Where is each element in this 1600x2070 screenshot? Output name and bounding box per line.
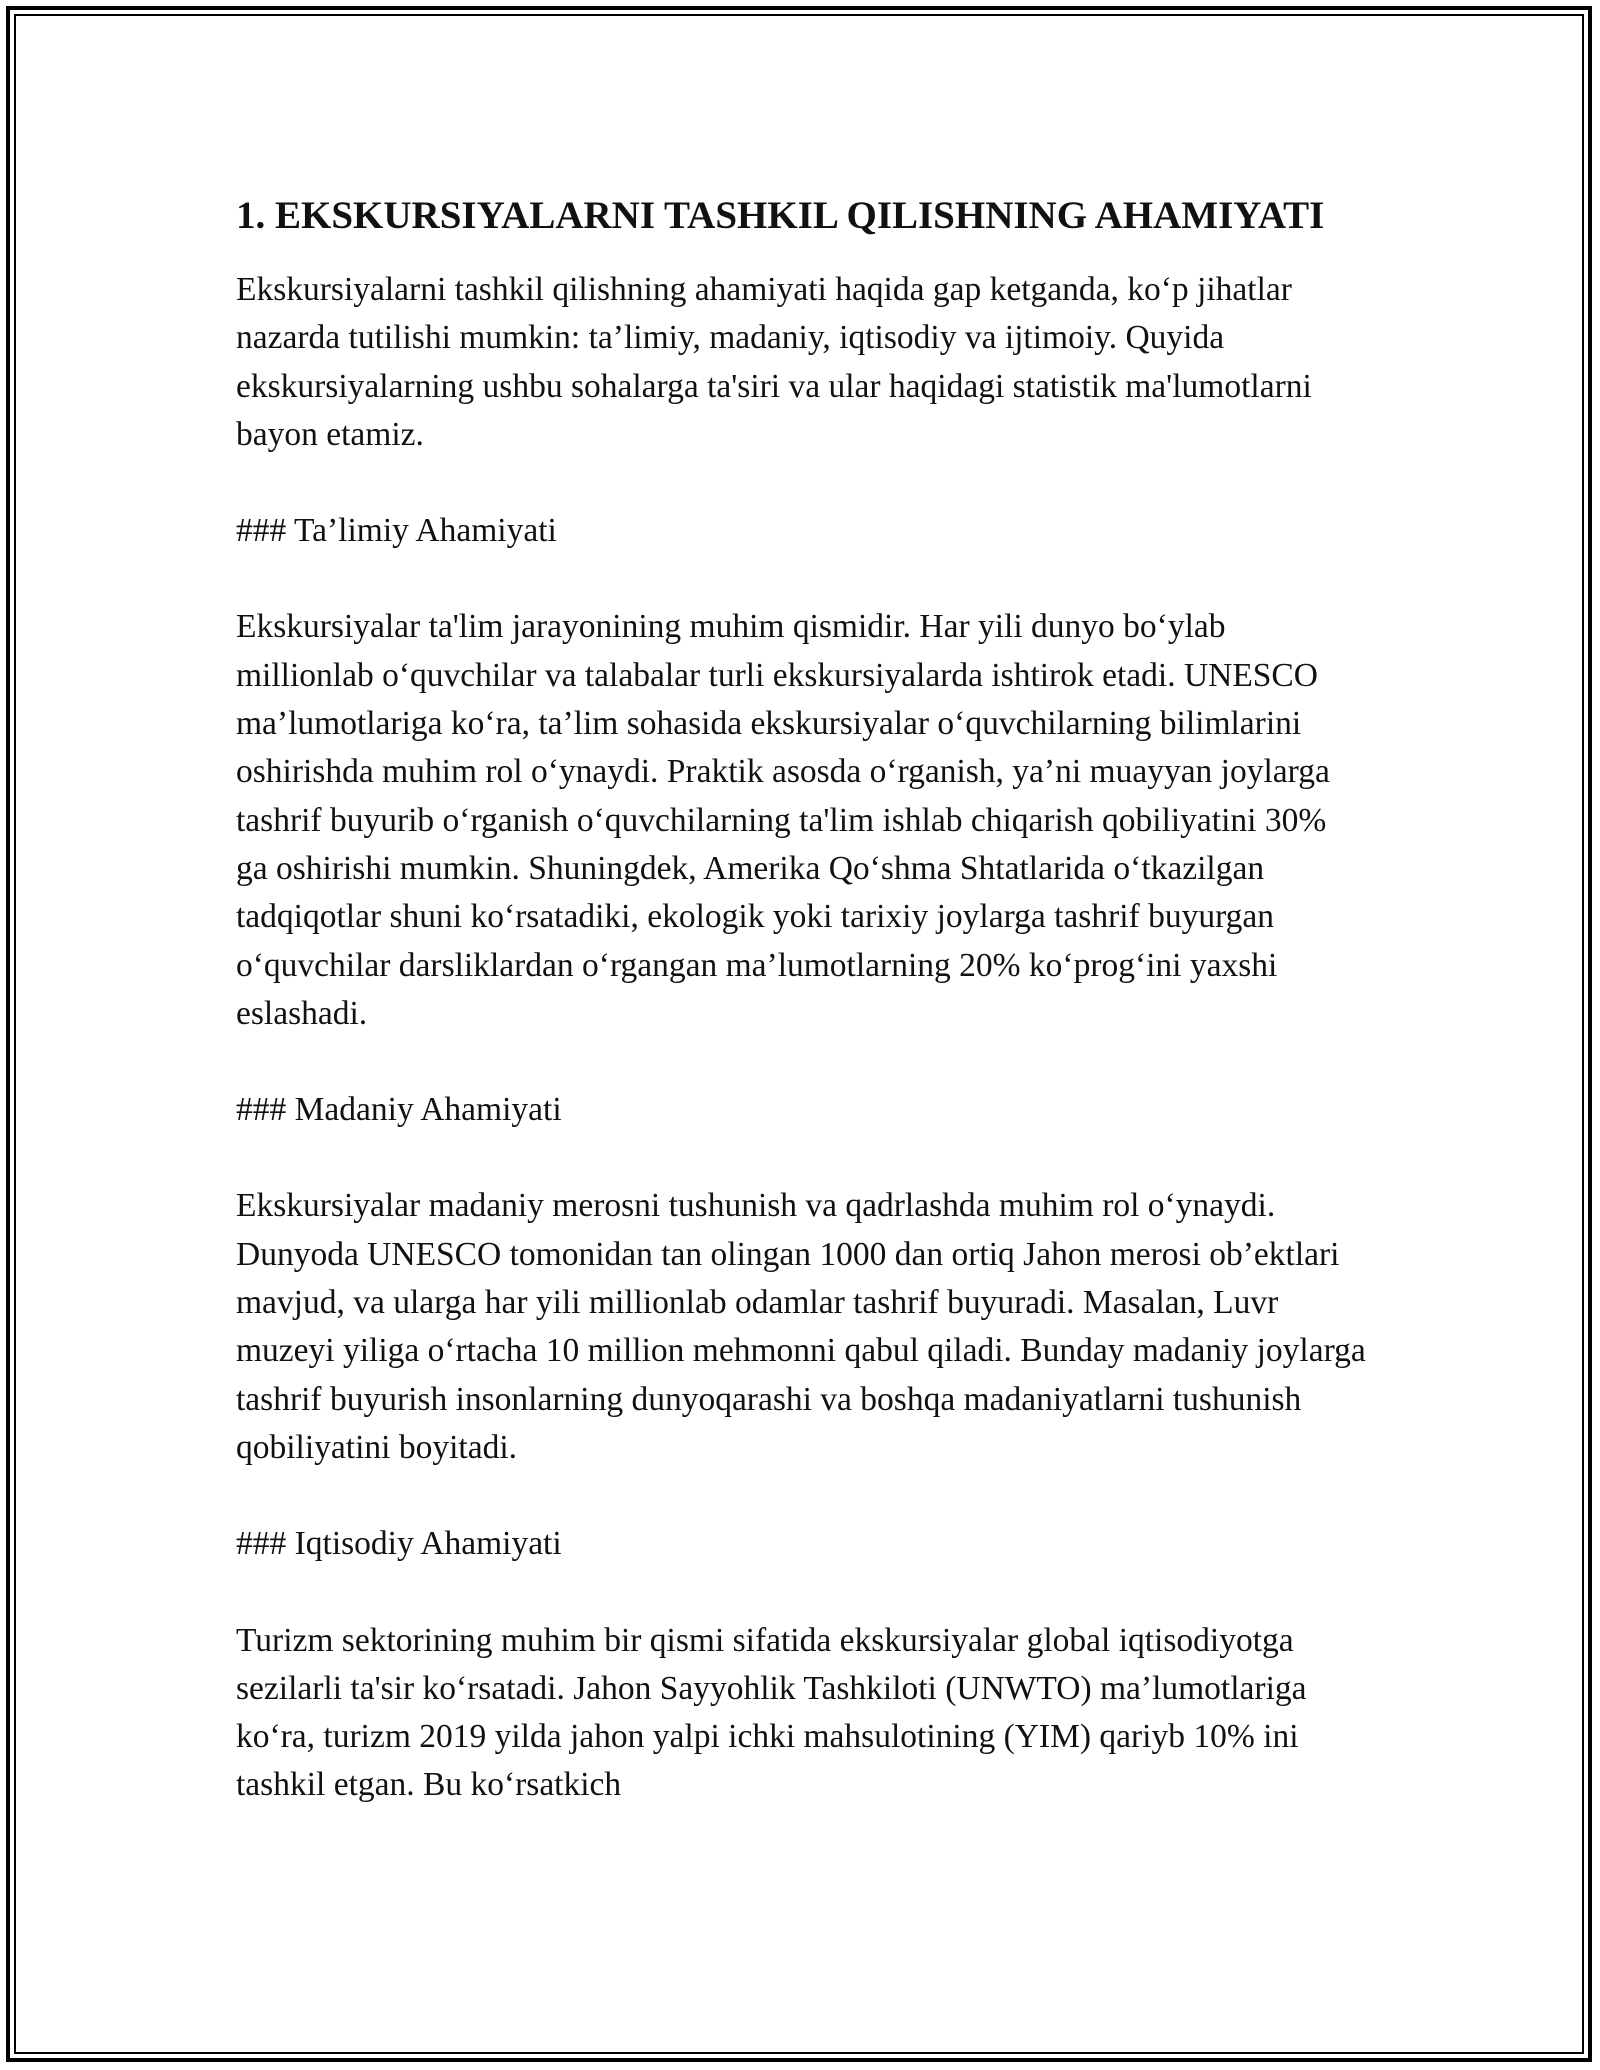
intro-paragraph: Ekskursiyalarni tashkil qilishning ahamiyati haqida gap ketganda, koʻp jihatlar nazarda tutilishi mumkin: ta’limiy, madaniy, iqtisodiy va ijtimoiy. Quyida ekskursiyalarning ushbu sohalarga ta'siri va ular haqidagi statistik ma'lumotlarni bayon etamiz.	[236, 271, 1312, 453]
section-paragraph-madaniy: Ekskursiyalar madaniy merosni tushunish va qadrlashda muhim rol oʻynaydi. Dunyoda UNESCO tomonidan tan olingan 1000 dan ortiq Jahon merosi ob’ektlari mavjud, va ularga har yili millionlab odamlar tashrif buyuradi. Masalan, Luvr muzeyi yiliga oʻrtacha 10 million mehmonni qabul qiladi. Bunday madaniy joylarga tashrif buyurish insonlarning dunyoqarashi va boshqa madaniyatlarni tushunish qobiliyatini boyitadi.	[236, 1187, 1366, 1466]
document-body	[236, 188, 1366, 1858]
section-heading-talimiy: ### Ta’limiy Ahamiyati	[236, 512, 557, 550]
page-title: 1. EKSKURSIYALARNI TASHKIL QILISHNING AHAMIYATI	[236, 194, 1325, 237]
section-heading-madaniy: ### Madaniy Ahamiyati	[236, 1091, 562, 1129]
section-heading-iqtisodiy: ### Iqtisodiy Ahamiyati	[236, 1525, 562, 1563]
section-paragraph-iqtisodiy: Turizm sektorining muhim bir qismi sifatida ekskursiyalar global iqtisodiyotga sezilarli ta'sir koʻrsatadi. Jahon Sayyohlik Tashkiloti (UNWTO) ma’lumotlariga koʻra, turizm 2019 yilda jahon yalpi ichki mahsulotining (YIM) qariyb 10% ini tashkil etgan. Bu koʻrsatkich	[236, 1621, 1307, 1804]
section-paragraph-talimiy: Ekskursiyalar ta'lim jarayonining muhim qismidir. Har yili dunyo boʻylab millionlab oʻquvchilar va talabalar turli ekskursiyalarda ishtirok etadi. UNESCO ma’lumotlariga koʻra, ta’lim sohasida ekskursiyalar oʻquvchilarning bilimlarini oshirishda muhim rol oʻynaydi. Praktik asosda oʻrganish, ya’ni muayyan joylarga tashrif buyurib oʻrganish oʻquvchilarning ta'lim ishlab chiqarish qobiliyatini 30% ga oshirishi mumkin. Shuningdek, Amerika Qoʻshma Shtatlarida oʻtkazilgan tadqiqotlar shuni koʻrsatadiki, ekologik yoki tarixiy joylarga tashrif buyurgan oʻquvchilar darsliklardan oʻrgangan ma’lumotlarning 20% koʻprogʻini yaxshi eslashadi.	[236, 608, 1330, 1032]
